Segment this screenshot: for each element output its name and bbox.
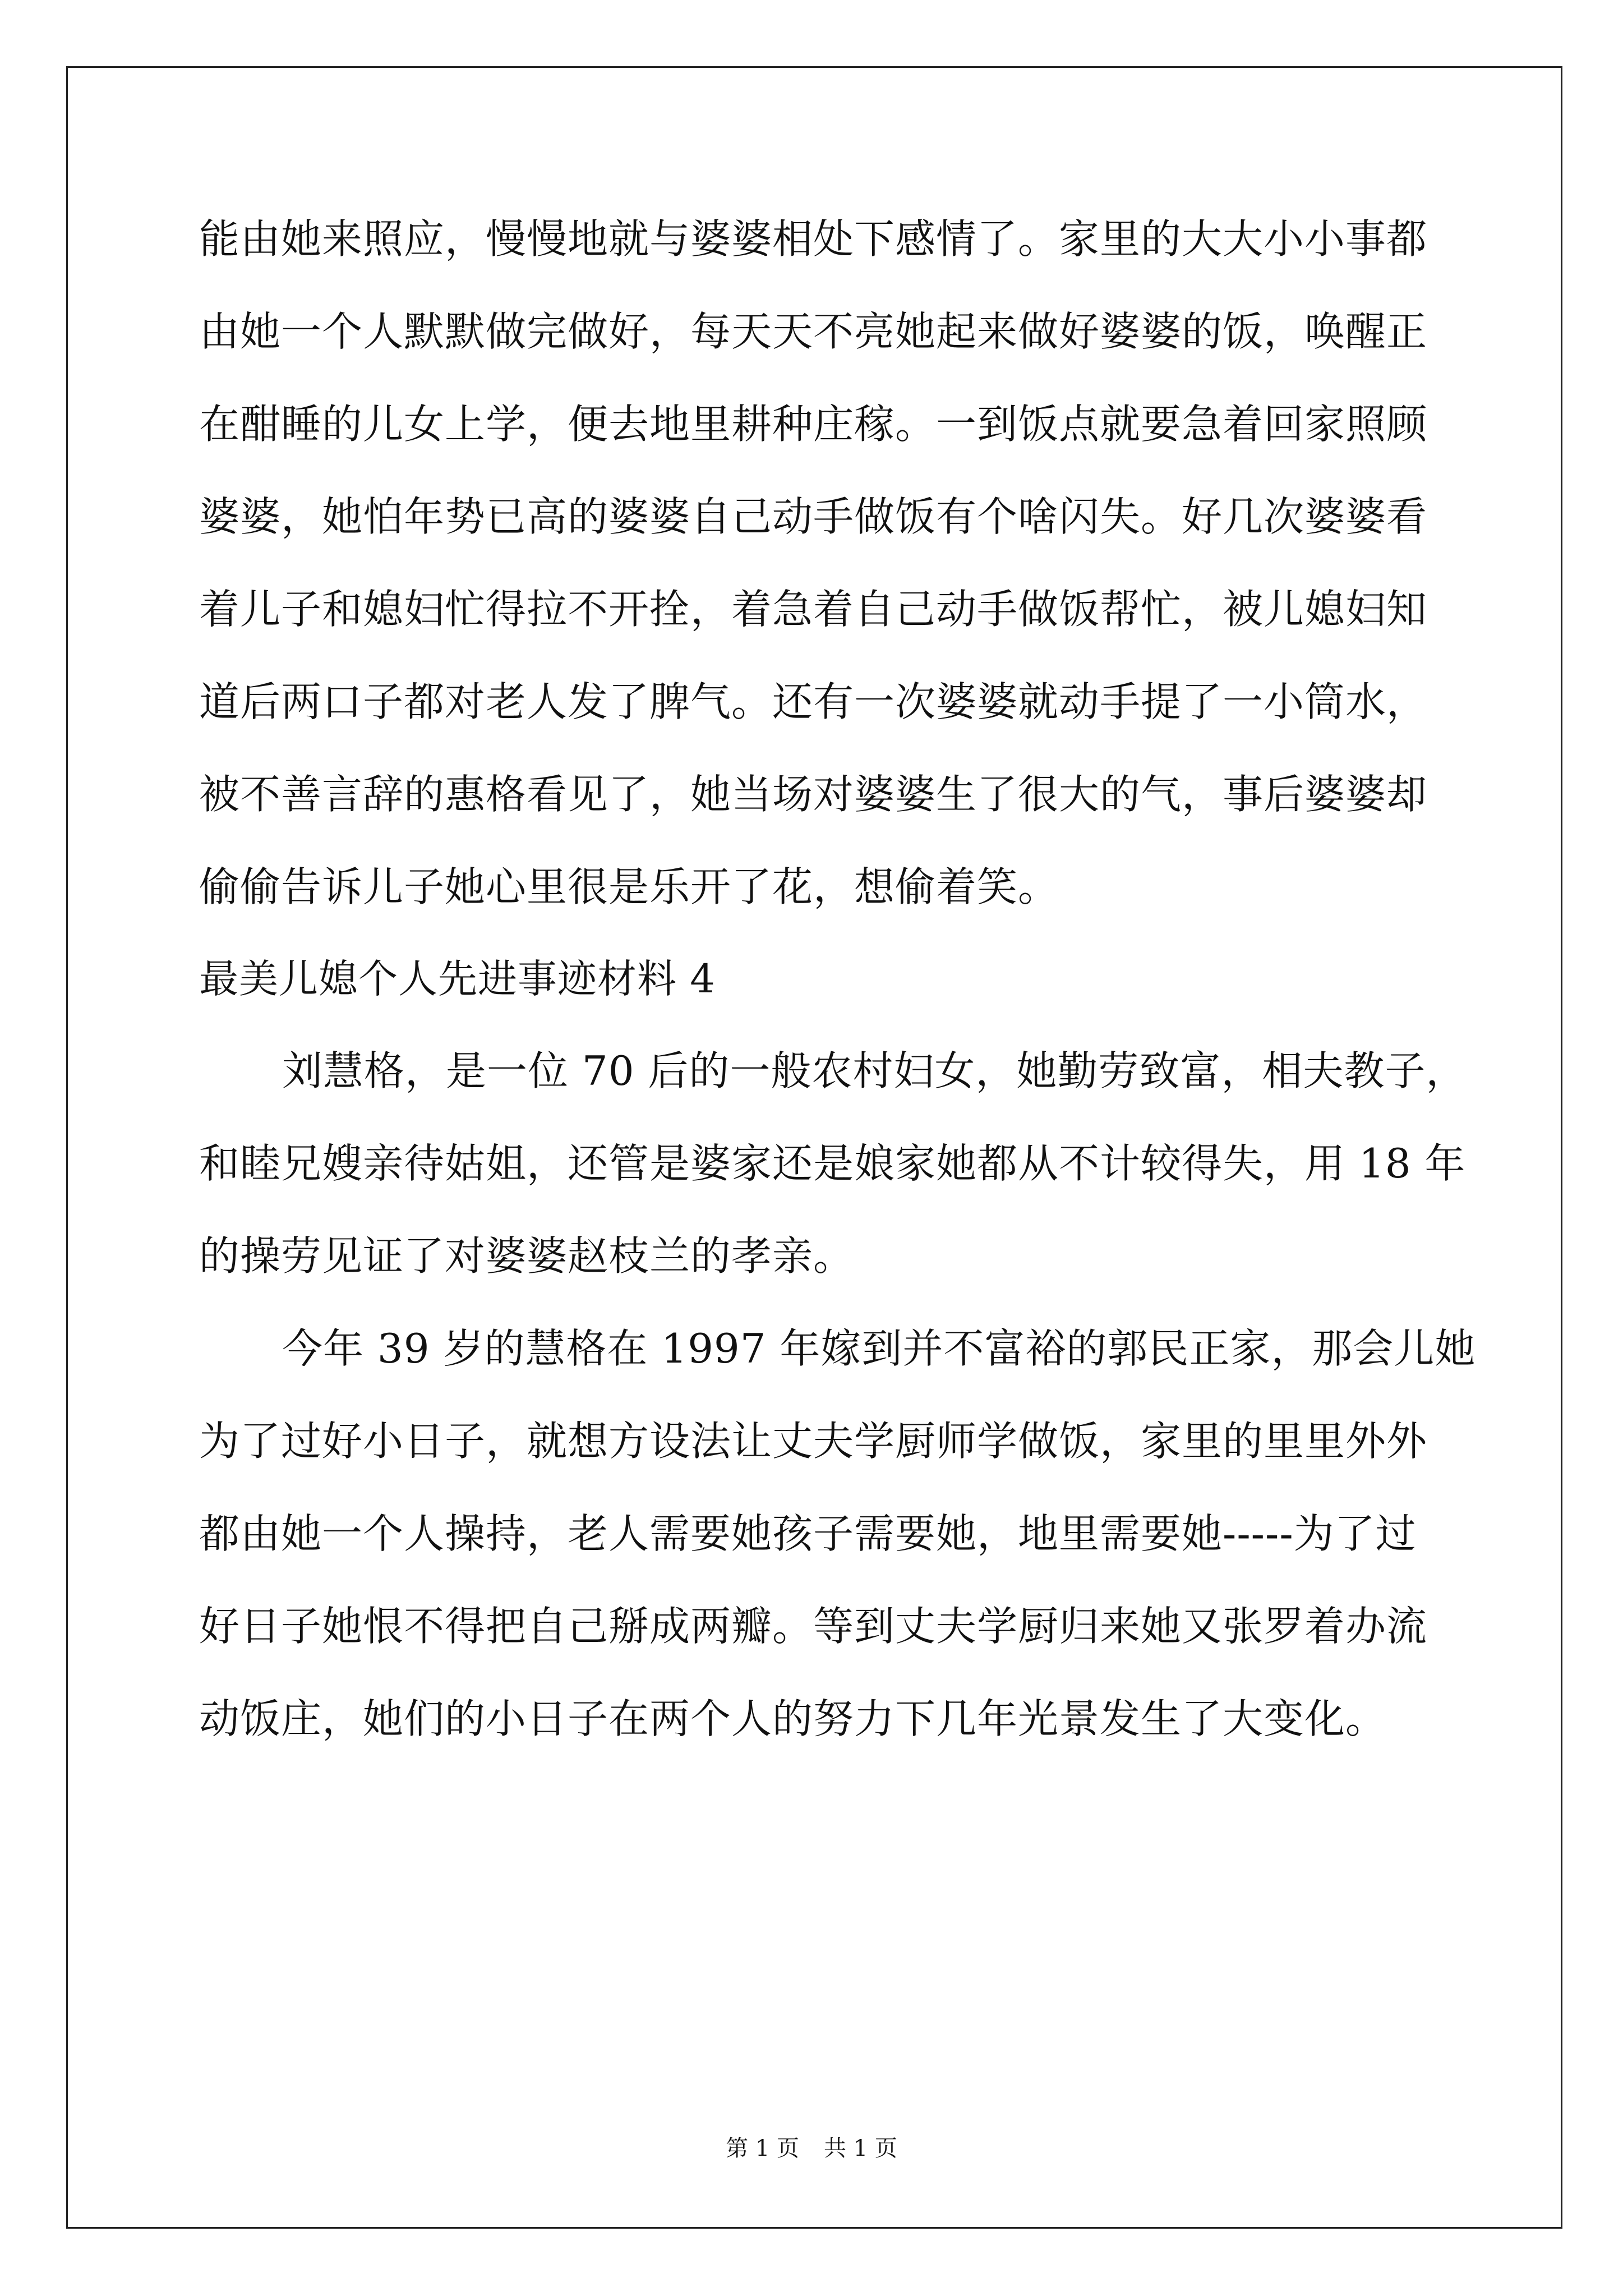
paragraph-line: 在酣睡的儿女上学，便去地里耕种庄稼。一到饭点就要急着回家照顾 [199, 401, 1428, 448]
paragraph-line: 动饭庄，她们的小日子在两个人的努力下几年光景发生了大变化。 [199, 1695, 1387, 1742]
page-total: 共 1 页 [824, 2136, 897, 2161]
paragraph-1 [199, 215, 1433, 910]
page-footer [0, 2136, 1623, 2161]
document-body [199, 215, 1476, 1791]
paragraph-line: 都由她一个人操持，老人需要她孩子需要她，地里需要她-----为了过 [199, 1510, 1417, 1557]
paragraph-line: 着儿子和媳妇忙得拉不开拴，着急着自己动手做饭帮忙，被儿媳妇知 [199, 586, 1428, 633]
paragraph-line: 由她一个人默默做完做好，每天天不亮她起来做好婆婆的饭，唤醒正 [199, 308, 1428, 355]
paragraph-line: 道后两口子都对老人发了脾气。还有一次婆婆就动手提了一小筒水， [199, 678, 1428, 725]
paragraph-3 [199, 1325, 1476, 1742]
paragraph-line: 婆婆，她怕年势已高的婆婆自己动手做饭有个啥闪失。好几次婆婆看 [199, 493, 1428, 540]
paragraph-2 [199, 1047, 1467, 1280]
page-number: 第 1 页 [726, 2136, 799, 2161]
paragraph-line: 刘慧格，是一位 70 后的一般农村妇女，她勤劳致富，相夫教子， [282, 1047, 1467, 1094]
paragraph-line: 好日子她恨不得把自己掰成两瓣。等到丈夫学厨归来她又张罗着办流 [199, 1603, 1428, 1650]
paragraph-line: 能由她来照应，慢慢地就与婆婆相处下感情了。家里的大大小小事都 [199, 215, 1428, 263]
paragraph-line: 和睦兄嫂亲待姑姐，还管是婆家还是娘家她都从不计较得失，用 18 年 [199, 1140, 1466, 1187]
paragraph-line: 为了过好小日子，就想方设法让丈夫学厨师学做饭，家里的里里外外 [199, 1418, 1428, 1465]
paragraph-line: 的操劳见证了对婆婆赵枝兰的孝亲。 [199, 1232, 855, 1280]
paragraph-line: 偷偷告诉儿子她心里很是乐开了花，想偷着笑。 [199, 863, 1059, 910]
paragraph-line: 被不善言辞的惠格看见了，她当场对婆婆生了很大的气，事后婆婆却 [199, 771, 1428, 818]
section-heading: 最美儿媳个人先进事迹材料 4 [199, 956, 716, 1002]
paragraph-line: 今年 39 岁的慧格在 1997 年嫁到并不富裕的郭民正家，那会儿她 [282, 1325, 1476, 1372]
